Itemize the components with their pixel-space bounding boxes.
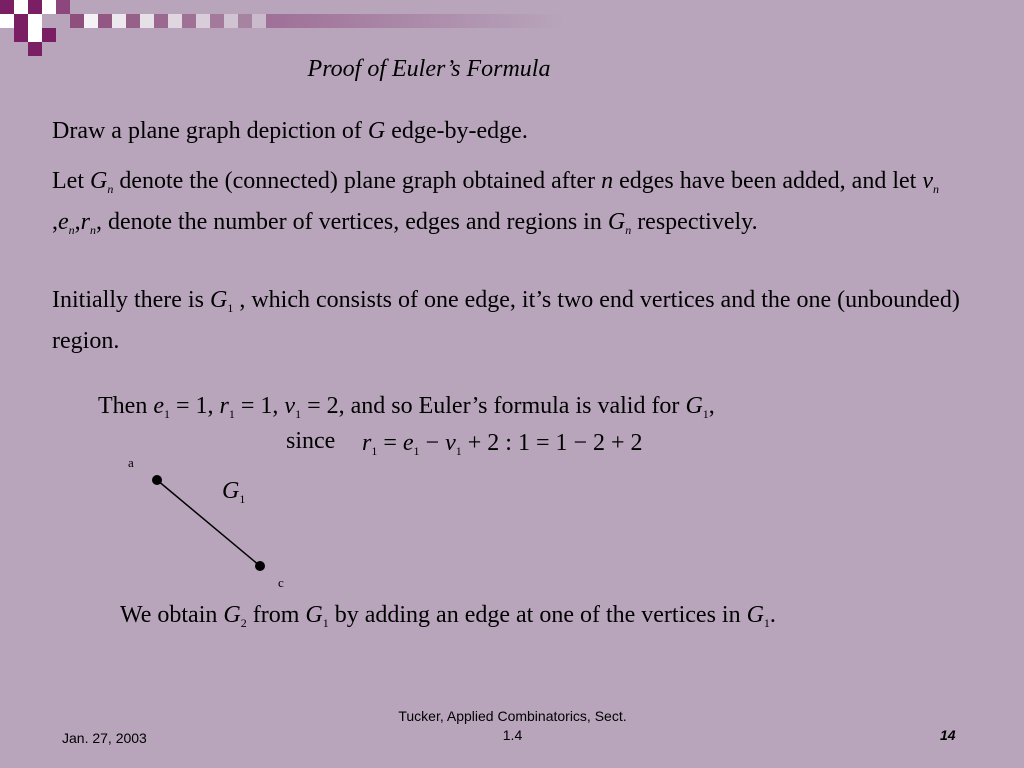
math-vn-sub: n <box>932 182 939 196</box>
math-e1-e: e <box>153 393 164 419</box>
math-v1-eq: = 2 <box>301 393 339 419</box>
graph-label <box>222 478 245 507</box>
math-G1d-sub: 1 <box>763 616 770 630</box>
then-line <box>98 393 715 422</box>
decorative-header <box>0 0 1024 60</box>
math-r1-r: r <box>219 393 229 419</box>
obtain-from: from <box>246 602 306 628</box>
p2-comma-2: , <box>74 209 81 235</box>
obtain-period: . <box>769 602 776 628</box>
since-label: since <box>286 428 336 454</box>
math-e1-sub: 1 <box>163 407 170 421</box>
vertex-a-label: a <box>128 455 134 470</box>
math-G2-G: G <box>223 602 241 628</box>
math-G1d-G: G <box>746 602 764 628</box>
math-G: G <box>367 118 386 144</box>
math-r1-sub: 1 <box>228 407 235 421</box>
obtain-text: by adding an edge at one of the vertices in <box>328 602 747 628</box>
math-v1s-v: v <box>445 430 456 456</box>
math-G1b-G: G <box>685 393 703 419</box>
p3-text-a: Initially there is <box>52 287 210 313</box>
graph-g1 <box>140 465 280 585</box>
p2-text-d: respectively. <box>631 209 758 235</box>
p1-text-b: edge-by-edge. <box>385 118 528 144</box>
footer-source-line1: Tucker, Applied Combinatorics, Sect. <box>398 708 627 724</box>
footer-date: Jan. 27, 2003 <box>62 730 147 746</box>
math-n: n <box>601 168 614 194</box>
then-text: , and so Euler’s formula is valid for <box>338 393 686 419</box>
math-since-eq: = <box>377 430 403 456</box>
obtain-we-obtain: We obtain <box>120 602 224 628</box>
math-Gn2-G: G <box>607 209 626 235</box>
math-e1s-e: e <box>402 430 414 456</box>
paragraph-initially <box>52 284 982 358</box>
graph-label-sub: 1 <box>239 492 246 506</box>
math-G1c-sub: 1 <box>322 616 329 630</box>
math-rn-sub: n <box>90 223 96 237</box>
math-G1-G: G <box>209 287 228 313</box>
math-G1-sub: 1 <box>227 301 234 315</box>
slide-title: Proof of Euler’s Formula <box>307 56 551 82</box>
p2-let: Let <box>52 168 90 194</box>
math-vn-v: v <box>922 168 933 194</box>
math-G1b-sub: 1 <box>702 407 709 421</box>
math-e1s-sub: 1 <box>413 444 420 458</box>
p3-text-b: , which consists of one edge, it’s two end vertices and the one (unbounded) region. <box>52 287 960 354</box>
paragraph-draw <box>52 115 952 148</box>
math-Gn-G: G <box>89 168 108 194</box>
math-G1c-G: G <box>305 602 323 628</box>
math-since-rest: + 2 : 1 = 1 − 2 + 2 <box>461 430 643 456</box>
math-Gn-sub: n <box>107 182 114 196</box>
paragraph-let <box>52 165 962 247</box>
vertex-c-label: c <box>278 575 284 590</box>
math-e1-eq: = 1, <box>169 393 220 419</box>
math-rn-r: r <box>80 209 90 235</box>
vertex-c <box>255 561 265 571</box>
math-en-sub: n <box>68 223 75 237</box>
then-word: Then <box>98 393 154 419</box>
math-v1-v: v <box>284 393 296 419</box>
page-number: 14 <box>940 727 956 743</box>
fading-square-band <box>70 14 566 28</box>
math-G2-sub: 2 <box>240 616 247 630</box>
p1-text-a: Draw a plane graph depiction of <box>52 118 368 144</box>
footer-source <box>350 707 675 745</box>
math-v1s-sub: 1 <box>455 444 462 458</box>
vertex-a <box>152 475 162 485</box>
math-r1-eq: = 1, <box>234 393 285 419</box>
p2-text-b: edges have been added, and let <box>613 168 923 194</box>
footer-source-line2: 1.4 <box>502 727 523 743</box>
math-en-e: e <box>58 209 69 235</box>
graph-label-G: G <box>222 478 240 504</box>
math-r1s-r: r <box>362 430 372 456</box>
then-trailing-comma: , <box>708 393 715 419</box>
since-equation <box>362 430 643 459</box>
p2-text-c: , denote the number of vertices, edges and regions in <box>96 209 608 235</box>
obtain-line <box>120 602 776 631</box>
p2-comma-1: , <box>52 209 58 235</box>
math-v1-sub: 1 <box>295 407 302 421</box>
math-r1s-sub: 1 <box>371 444 378 458</box>
math-Gn2-sub: n <box>625 223 632 237</box>
p2-text-a: denote the (connected) plane graph obtained after <box>113 168 602 194</box>
math-since-minus: − <box>419 430 446 456</box>
